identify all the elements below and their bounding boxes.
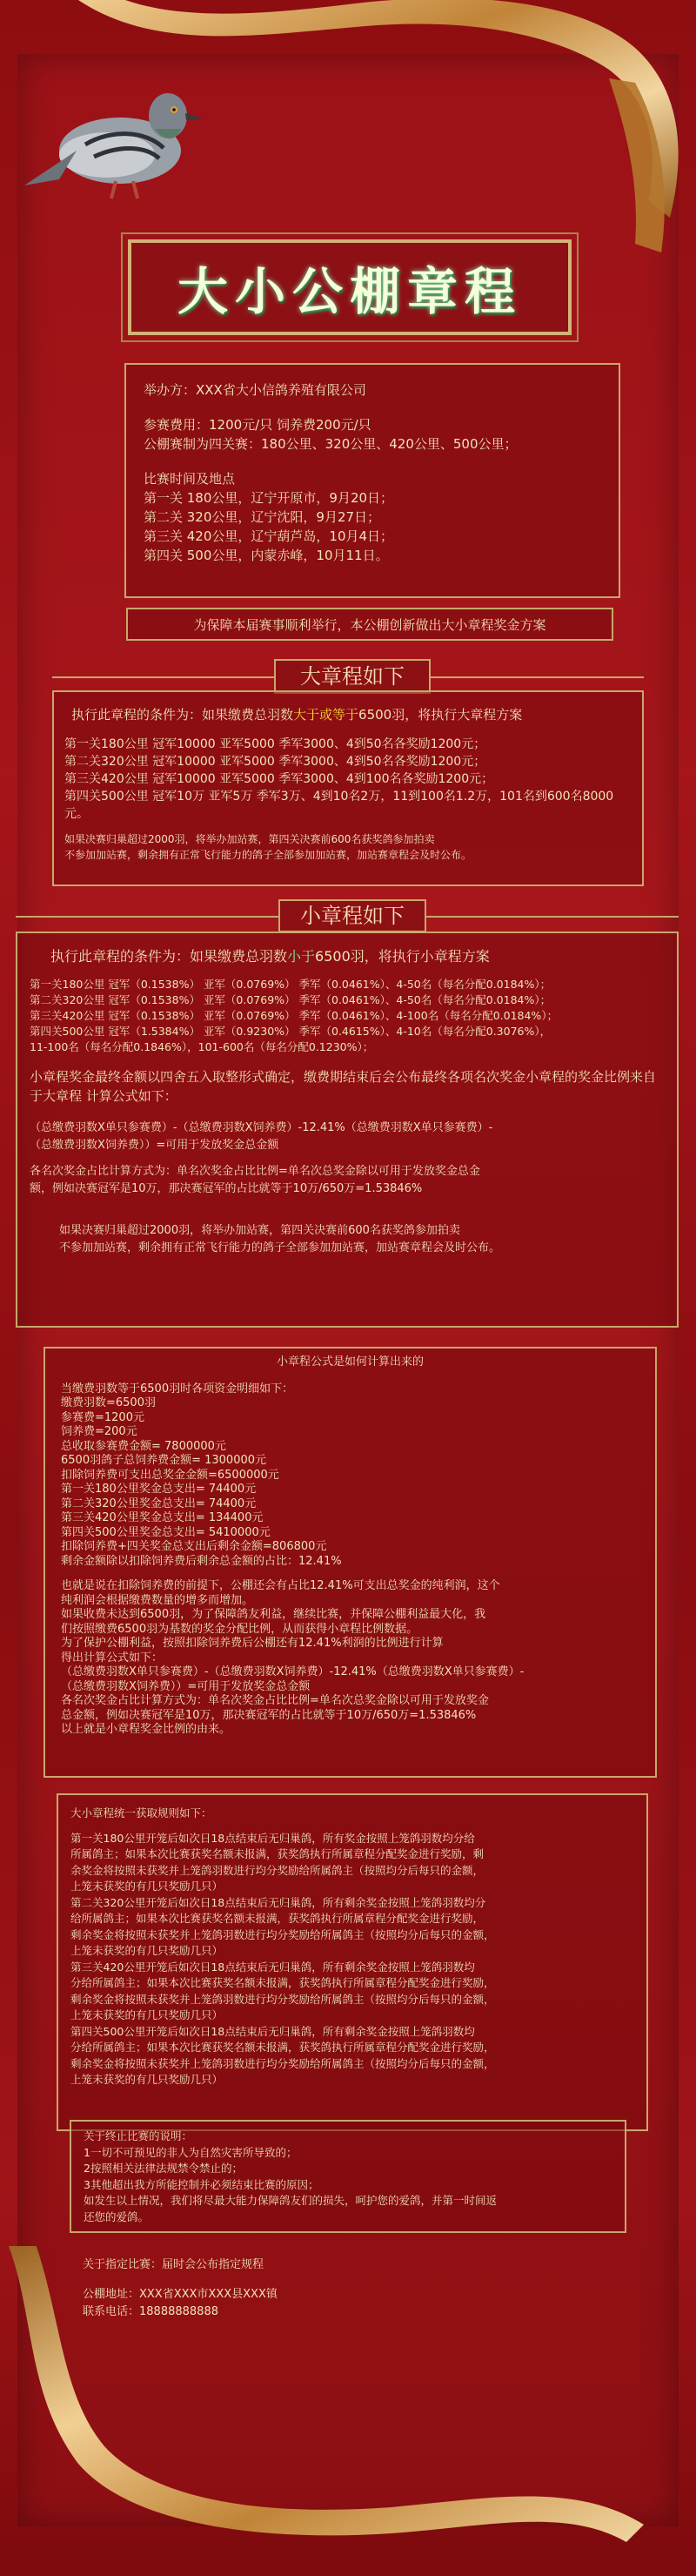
pigeon-image xyxy=(24,68,207,207)
calc-line: 剩余金额除以扣除饲养费后剩余总金额的占比：12.41% xyxy=(61,1554,342,1568)
calc-line: 缴费羽数=6500羽 xyxy=(61,1396,156,1409)
rules-line: 分给所属鸽主；如果本次比赛获奖名额未报满，获奖鸽执行所属章程分配奖金进行奖励， xyxy=(70,1976,495,1989)
calc-line: 第二关320公里奖金总支出= 74400元 xyxy=(61,1497,257,1510)
small-rules-title: 小章程如下 xyxy=(278,899,426,932)
small-rule-line: 第四关500公里 冠军（1.5384%） 亚军（0.9230%） 季军（0.4615%）、4-10名（每名分配0.3076%）， xyxy=(30,1025,552,1038)
termination-box xyxy=(70,2120,626,2233)
rules-line: 剩余奖金将按照未获奖并上笼鸽羽数进行均分奖励给所属鸽主（按照均分后每只的金额， xyxy=(70,2056,495,2070)
big-rule-line: 第三关420公里 冠军10000 亚军5000 季军3000、4到100名各奖励1200元； xyxy=(64,772,494,786)
rules-line: 余奖金将按照未获奖并上笼鸽羽数进行均分奖励给所属鸽主（按照均分后每只的金额， xyxy=(70,1863,485,1877)
calc-line: 各名次奖金占比计算方式为：单名次奖金占比比例=单名次总奖金除以可用于发放奖金 xyxy=(61,1694,489,1707)
rules-line: 第一关180公里开笼后如次日18点结束后无归巢鸽，所有奖金按照上笼鸽羽数均分给 xyxy=(70,1831,475,1845)
calc-line: 以上就是小章程奖金比例的由来。 xyxy=(61,1723,231,1736)
divider xyxy=(426,916,679,918)
calc-line: （总缴费羽数X饲养费））=可用于发放奖金总金额 xyxy=(61,1679,311,1693)
calc-explanation xyxy=(61,1579,639,1738)
big-rule-line: 第四关500公里 冠军10万 亚军5万 季军3万、4到10名2万，11到100名1.2万，101名到600名8000元。 xyxy=(64,790,614,821)
small-rule-line: 11-100名（每名分配0.1846%），101-600名（每名分配0.1230%）； xyxy=(30,1040,374,1053)
big-rules-box xyxy=(52,690,644,886)
footer-address: 公棚地址：XXX省XXX市XXX县XXX镇 xyxy=(83,2288,278,2301)
calc-line: 得出计算公式如下： xyxy=(61,1651,164,1665)
termination-lines xyxy=(84,2145,612,2226)
small-rule-line: 第三关420公里 冠军（0.1538%） 亚军（0.0769%） 季军（0.0461%）、4-100名（每名分配0.0184%）； xyxy=(30,1009,559,1022)
calc-line: 扣除饲养费+四关奖金总支出后剩余金额=806800元 xyxy=(61,1540,327,1553)
calc-line: 第一关180公里奖金总支出= 74400元 xyxy=(61,1483,257,1496)
note-line: 如果决赛归巢超过2000羽，将举办加站赛，第四关决赛前600名获奖鸽参加拍卖 xyxy=(59,1224,460,1237)
calc-line: 纯利润会根据缴费数量的增多而增加。 xyxy=(61,1593,254,1607)
condition-text: 6500羽，将执行大章程方案 xyxy=(358,707,523,723)
calc-line: 参赛费=1200元 xyxy=(61,1410,144,1424)
condition-text: 6500羽，将执行小章程方案 xyxy=(315,948,490,965)
schedule-item: 第一关 180公里，辽宁开原市，9月20日； xyxy=(144,490,394,506)
calc-lines xyxy=(61,1382,639,1570)
rules-line: 分给所属鸽主；如果本次比赛获奖名额未报满，获奖鸽执行所属章程分配奖金进行奖励， xyxy=(70,2041,495,2054)
small-rule-line: 第二关320公里 冠军（0.1538%） 亚军（0.0769%） 季军（0.0461%）、4-50名（每名分配0.0184%）； xyxy=(30,993,552,1006)
footer-rules-note: 关于指定比赛：届时会公布指定规程 xyxy=(83,2258,264,2271)
termination-heading: 关于终止比赛的说明： xyxy=(84,2129,193,2142)
divider xyxy=(431,676,644,678)
footer-phone: 联系电话：18888888888 xyxy=(83,2305,218,2318)
formula-line: （总缴费羽数X单只参赛费）-（总缴费羽数X饲养费）-12.41%（总缴费羽数X单只参赛费）- xyxy=(30,1121,493,1134)
rules-line: 第三关420公里开笼后如次日18点结束后无归巢鸽，所有剩余奖金按照上笼鸽羽数均 xyxy=(70,1960,475,1974)
divider xyxy=(16,916,278,918)
condition-highlight: 小于 xyxy=(287,948,316,965)
calc-line: 饲养费=200元 xyxy=(61,1425,137,1438)
termination-line: 3其他超出我方所能控制并必须结束比赛的原因； xyxy=(84,2177,319,2191)
small-rule-line: 第一关180公里 冠军（0.1538%） 亚军（0.0769%） 季军（0.0461%）、4-50名（每名分配0.0184%）； xyxy=(30,978,552,991)
calc-line: 扣除饲养费可支出总奖金金额=6500000元 xyxy=(61,1468,279,1482)
termination-line: 2按照相关法律法规禁令禁止的； xyxy=(84,2162,243,2175)
big-rules-title: 大章程如下 xyxy=(274,659,431,694)
termination-line: 还您的爱鸽。 xyxy=(84,2209,150,2223)
stages-text: 公棚赛制为四关赛：180公里、320公里、420公里、500公里； xyxy=(144,436,518,452)
small-note xyxy=(59,1222,665,1257)
condition-highlight: 大于或等于 xyxy=(293,707,359,723)
formula-line: 额，例如决赛冠军是10万，那决赛冠军的占比就等于10万/650万=1.53846% xyxy=(30,1182,423,1195)
rules-lines xyxy=(70,1831,634,2088)
formula-block xyxy=(30,1120,665,1198)
calc-heading: 小章程公式是如何计算出来的 xyxy=(276,1355,424,1369)
calc-line: 总收取参赛费金额= 7800000元 xyxy=(61,1439,226,1453)
rules-line: 第四关500公里开笼后如次日18点结束后无归巢鸽，所有剩余奖金按照上笼鸽羽数均 xyxy=(70,2024,475,2038)
small-explanation: 小章程奖金最终金额以四舍五入取整形式确定，缴费期结束后会公布最终各项名次奖金小章程的奖金比例来自于大章程 计算公式如下： xyxy=(30,1069,657,1104)
schedule-title: 比赛时间及地点 xyxy=(144,471,236,487)
calc-line: 6500羽鸽子总饲养费金额= 1300000元 xyxy=(61,1454,267,1467)
calc-line: （总缴费羽数X单只参赛费）-（总缴费羽数X饲养费）-12.41%（总缴费羽数X单只参赛费）- xyxy=(61,1665,525,1678)
big-rule-line: 第二关320公里 冠军10000 亚军5000 季军3000、4到50名各奖励1200元； xyxy=(64,755,486,769)
condition-text: 执行此章程的条件为：如果缴费总羽数 xyxy=(71,707,294,723)
calc-line: 如果收费未达到6500羽，为了保障鸽友利益，继续比赛，并保障公棚利益最大化，我 xyxy=(61,1608,486,1621)
formula-line: 各名次奖金占比计算方式为：单名次奖金占比比例=单名次总奖金除以可用于发放奖金总金 xyxy=(30,1165,480,1178)
page-title: 大小公棚章程 xyxy=(177,262,522,321)
calculation-box xyxy=(44,1347,657,1778)
rules-line: 上笼未获奖的有几只奖励几只） xyxy=(70,1944,224,1957)
calc-line: 们按照缴费6500羽为基数的奖金分配比例，从而获得小章程比例数据。 xyxy=(61,1622,418,1636)
calc-line: 第四关500公里奖金总支出= 5410000元 xyxy=(61,1525,271,1539)
calc-line: 总金额，例如决赛冠军是10万，那决赛冠军的占比就等于10万/650万=1.53846% xyxy=(61,1708,477,1722)
rules-line: 给所属鸽主；如果本次比赛获奖名额未报满，获奖鸽执行所属章程分配奖金进行奖励， xyxy=(70,1912,485,1925)
schedule-item: 第三关 420公里，辽宁葫芦岛，10月4日； xyxy=(144,528,394,544)
rules-line: 所属鸽主；如果本次比赛获奖名额未报满，获奖鸽执行所属章程分配奖金进行奖励，剩 xyxy=(70,1847,485,1860)
banner-text: 为保障本届赛事顺利举行，本公棚创新做出大小章程奖金方案 xyxy=(193,616,546,633)
info-box xyxy=(124,363,620,598)
note-line: 不参加加站赛，剩余拥有正常飞行能力的鸽子全部参加加站赛，加站赛章程会及时公布。 xyxy=(64,849,472,861)
rules-line: 剩余奖金将按照未获奖并上笼鸽羽数进行均分奖励给所属鸽主（按照均分后每只的金额， xyxy=(70,1927,495,1941)
calc-line: 第三关420公里奖金总支出= 134400元 xyxy=(61,1511,264,1524)
formula-line: （总缴费羽数X饲养费））=可用于发放奖金总金额 xyxy=(30,1139,279,1152)
schedule-item: 第二关 320公里，辽宁沈阳，9月27日； xyxy=(144,509,381,525)
unified-rules-box xyxy=(57,1793,648,2131)
rules-line: 上笼未获奖的有几只奖励几只） xyxy=(70,1880,224,1893)
banner-box xyxy=(126,608,613,641)
rules-line: 第二关320公里开笼后如次日18点结束后无归巢鸽，所有剩余奖金按照上笼鸽羽数均分 xyxy=(70,1895,486,1909)
rules-line: 剩余奖金将按照未获奖并上笼鸽羽数进行均分奖励给所属鸽主（按照均分后每只的金额， xyxy=(70,1992,495,2006)
rules-heading: 大小章程统一获取规则如下： xyxy=(70,1806,212,1819)
organizer-text: 举办方：XXX省大小信鸽养殖有限公司 xyxy=(144,382,366,398)
calc-line: 为了保护公棚利益，按照扣除饲养费后公棚还有12.41%利润的比例进行计算 xyxy=(61,1637,444,1650)
calc-line: 也就是说在扣除饲养费的前提下，公棚还会有占比12.41%可支出总奖金的纯利润，这个 xyxy=(61,1579,500,1592)
rules-line: 上笼未获奖的有几只奖励几只） xyxy=(70,2008,224,2021)
termination-line: 如发生以上情况，我们将尽最大能力保障鸽友们的损失，呵护您的爱鸽，并第一时间返 xyxy=(84,2194,498,2207)
note-line: 不参加加站赛，剩余拥有正常飞行能力的鸽子全部参加加站赛，加站赛章程会及时公布。 xyxy=(59,1241,501,1254)
big-rule-line: 第一关180公里 冠军10000 亚军5000 季军3000、4到50名各奖励1200元； xyxy=(64,737,486,751)
termination-line: 1一切不可预见的非人为自然灾害所导致的； xyxy=(84,2145,298,2159)
calc-line: 当缴费羽数等于6500羽时各项资金明细如下： xyxy=(61,1382,294,1396)
small-rules-box xyxy=(16,932,679,1328)
schedule-item: 第四关 500公里，内蒙赤峰，10月11日。 xyxy=(144,548,389,563)
title-box xyxy=(128,239,572,335)
divider xyxy=(52,676,274,678)
condition-text: 执行此章程的条件为：如果缴费总羽数 xyxy=(50,948,288,965)
small-condition xyxy=(50,949,665,965)
rules-line: 上笼未获奖的有几只奖励几只） xyxy=(70,2073,224,2086)
note-line: 如果决赛归巢超过2000羽，将举办加站赛，第四关决赛前600名获奖鸽参加拍卖 xyxy=(64,833,435,845)
big-note xyxy=(64,831,632,863)
fee-text: 参赛费用：1200元/只 饲养费200元/只 xyxy=(144,417,371,433)
big-condition xyxy=(71,706,632,723)
